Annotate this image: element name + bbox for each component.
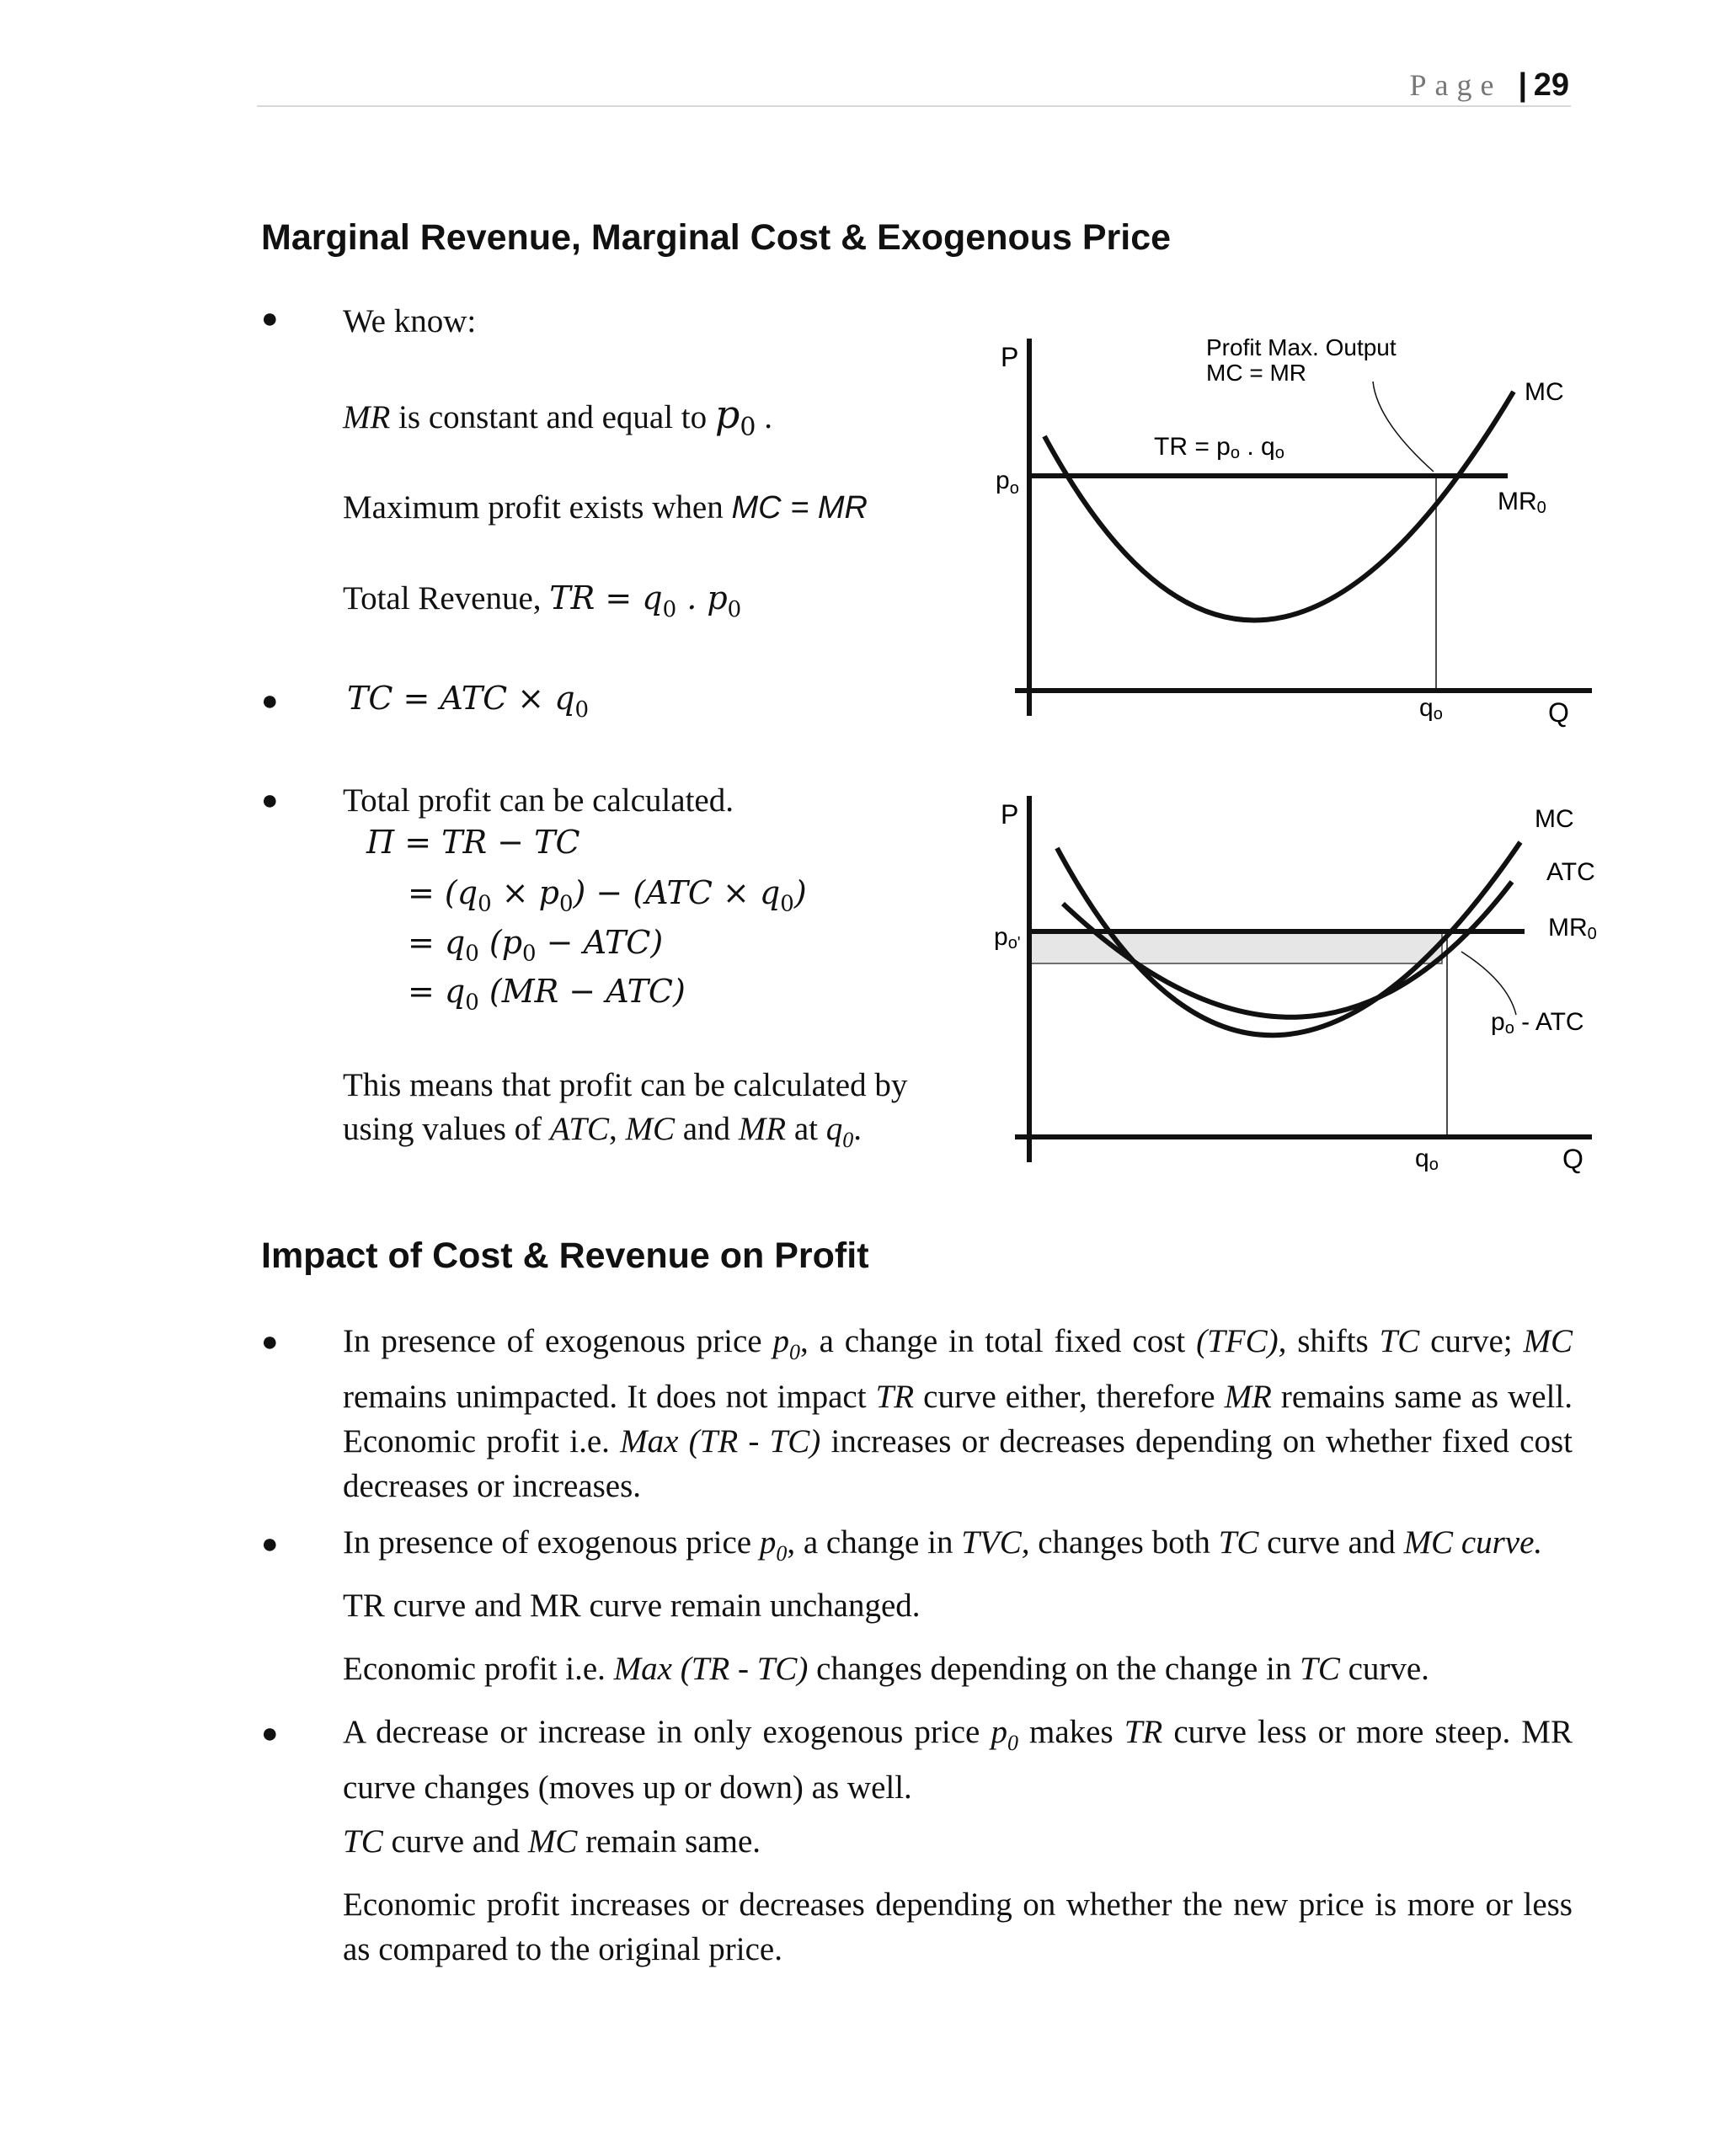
m2h: q [825,1111,843,1147]
mr-constant-line [343,392,772,450]
eq-line-1: Π = TR − TC [366,824,580,861]
p3l2d: remain same. [577,1823,761,1860]
fig2-diff-label [1491,1008,1584,1038]
fig1-annotation-arrow [1373,382,1434,472]
m2b: ATC [549,1111,609,1147]
m2c: , [608,1111,626,1147]
p1j: remains unimpacted. It does not impact [343,1378,876,1415]
m2a: using values of [343,1111,550,1147]
m2e: and [674,1111,739,1147]
fig2-mr-sub: 0 [1587,925,1597,943]
p1h: curve; [1419,1323,1524,1359]
eq3-a: = q [408,924,466,961]
fig1-mc-label: MC [1525,378,1564,406]
para-price-line2 [343,1819,1573,1864]
p2f: changes both [1029,1524,1219,1561]
para-tvc-line2: TR curve and MR curve remain unchanged. [343,1588,921,1624]
m2j: . [853,1111,862,1147]
fig1-mr-label [1498,488,1546,517]
p2b: p [759,1524,777,1561]
p-symbol: p [714,392,740,437]
para-tvc-line3 [343,1646,1573,1691]
bullet-6: ● [261,1718,279,1749]
fig1-tr-label [1154,433,1284,462]
p2l3e: curve. [1339,1651,1429,1687]
b1-intro: We know: [343,303,477,339]
mr-text: is constant and equal to [390,399,715,435]
p1m: MR [1224,1378,1272,1415]
fig2-diff-arrow [1461,952,1516,1015]
p1k: TR [875,1378,915,1415]
fig1-q0: q [1419,694,1434,722]
fig1-tr-mid: . q [1240,433,1275,461]
eq2-a: = (q [408,874,478,911]
p3f: curve less or more steep. MR curve changes (moves up or down) as well. [343,1714,1573,1806]
m2d: MC [625,1111,675,1147]
fig2-p0-sub: o' [1007,934,1021,953]
fig1-p0: p [996,467,1010,494]
fig2-q0: q [1415,1145,1429,1172]
bullet-1: ● [261,303,279,334]
bullet-4: ● [261,1326,279,1358]
tc-equation [347,676,589,733]
p2l3b: Max (TR - TC) [613,1651,809,1687]
m2i: 0 [842,1127,854,1152]
p2l3a: Economic profit i.e. [343,1651,614,1687]
tr-sub-2: 0 [727,596,742,622]
eq3-d: 0 [522,941,537,967]
max-profit-line [343,485,868,531]
fig1-q-label: Q [1548,697,1569,728]
fig1-mr-sub: 0 [1536,499,1546,517]
p2a: In presence of exogenous price [343,1524,760,1561]
fig1-tr-sub2: o [1274,444,1284,462]
fig1-q0-sub: o [1433,705,1443,723]
fig2-q-label: Q [1562,1144,1583,1174]
para-tvc [343,1520,1573,1576]
figure-1-profit-max [969,320,1617,741]
eq2-b: 0 [478,891,492,917]
fig2-p0: p [994,923,1008,951]
fig2-p-label: P [1001,799,1019,830]
p1d: , a change in total fixed cost [799,1323,1197,1359]
fig1-q0-label [1419,694,1443,723]
p3l2c: MC [527,1823,578,1860]
fig1-p0-sub: o [1009,479,1019,498]
header-rule [257,105,1571,107]
fig1-tr: TR = p [1154,433,1231,461]
eq-line-4 [408,973,686,1016]
p2c: 0 [776,1540,788,1566]
means-line-2 [343,1107,862,1162]
p1g: TC [1379,1323,1420,1359]
total-revenue-line [343,576,741,632]
p3d: makes [1017,1714,1124,1750]
tr-eq-2: . p [676,579,728,616]
fig2-diff-rest: - ATC [1514,1008,1584,1036]
fig2-profit-area [1029,931,1442,963]
fig1-mr: MR [1498,488,1537,515]
bullet-3: ● [261,785,279,816]
p1p: increases or decreases depending on whether fixed cost decreases or increases. [343,1422,1573,1504]
eq2-f: 0 [780,891,794,917]
b3-intro: Total profit can be calculated. [343,782,734,819]
eq2-c: × p [491,874,559,911]
p2d: , a change in [787,1524,962,1561]
page-separator: | [1518,67,1528,103]
fig2-mr: MR [1548,914,1588,942]
para-tfc [343,1319,1573,1508]
fig1-annot-2: MC = MR [1206,360,1306,386]
p3l2a: TC [343,1823,383,1860]
fig2-diff-p: p [1491,1008,1505,1036]
p1b: p [772,1323,789,1359]
p3a: A decrease or increase in only exogenous price [343,1714,991,1750]
p-subscript: 0 [740,412,756,442]
p3l2b: curve and [382,1823,528,1860]
tc-sub: 0 [574,696,590,723]
m2f: MR [738,1111,787,1147]
tr-sub-1: 0 [662,596,677,622]
fig2-mc-label: MC [1535,805,1574,833]
p2g: TC [1218,1524,1259,1561]
fig2-q0-sub: o [1429,1155,1439,1174]
eq3-b: 0 [465,941,479,967]
eq-line-2 [408,874,807,917]
bullet-5: ● [261,1529,279,1560]
eq2-g: ) [793,874,807,911]
eq-line-3 [408,924,663,967]
p1a: In presence of exogenous price [343,1323,773,1359]
fig1-p-label: P [1001,342,1019,372]
bullet-2: ● [261,686,279,717]
eq3-c: (p [478,924,523,961]
section1-title: Marginal Revenue, Marginal Cost & Exogenous Price [261,217,1172,258]
mc-equals-mr: MC = MR [731,490,868,526]
fig1-mc-curve [1044,392,1514,620]
page-header [1409,67,1569,104]
eq3-e: − ATC) [536,924,664,961]
means-line-1: This means that profit can be calculated by [343,1067,908,1103]
section2-title: Impact of Cost & Revenue on Profit [261,1235,869,1276]
p1n: remains same as well. Economic profit i.e. [343,1378,1573,1460]
page-number [1518,67,1569,103]
fig2-mr-label [1548,914,1597,943]
fig2-p0-label [994,923,1021,953]
p1f: shifts [1286,1323,1380,1359]
page-number-value: 29 [1533,67,1569,103]
p1l: curve either, therefore [914,1378,1225,1415]
p1i: MC [1523,1323,1573,1359]
page-word: Page [1409,68,1503,102]
m2g: at [786,1111,826,1147]
para-price [343,1710,1573,1810]
fig2-diff-sub: o [1504,1019,1514,1038]
p1o: Max (TR - TC) [620,1422,821,1460]
tr-eq-1: TR = q [549,579,663,616]
figure-2-atc-profit [969,779,1617,1183]
p3b: p [991,1714,1007,1750]
fig1-annot-1: Profit Max. Output [1206,334,1397,360]
p1c: 0 [788,1339,800,1364]
para-price-line3: Economic profit increases or decreases depending on whether the new price is more or less as compared to the original price. [343,1886,1573,1967]
tr-text: Total Revenue, [343,580,550,616]
p2i: MC curve. [1403,1524,1543,1561]
eq4-b: 0 [465,990,479,1016]
eq2-e: ) − (ATC × q [573,874,781,911]
p3e: TR [1124,1714,1163,1750]
p2h: curve and [1258,1524,1404,1561]
tc-eq: TC = ATC × q [347,680,575,717]
eq2-d: 0 [558,891,574,917]
fig2-atc-label: ATC [1546,858,1595,886]
p2l3d: TC [1300,1651,1340,1687]
mr-symbol: MR [343,399,391,435]
eq4-c: (MR − ATC) [478,973,686,1010]
fig1-tr-sub1: o [1230,444,1240,462]
p2e: TVC, [961,1524,1030,1561]
fig2-q0-label [1415,1145,1439,1174]
mr-end: . [756,399,772,435]
p2l3c: changes depending on the change in [808,1651,1300,1687]
p1e: (TFC), [1196,1323,1287,1359]
eq4-a: = q [408,973,466,1010]
max-profit-text: Maximum profit exists when [343,489,732,526]
p3c: 0 [1007,1730,1018,1755]
fig1-p0-label [996,467,1019,498]
